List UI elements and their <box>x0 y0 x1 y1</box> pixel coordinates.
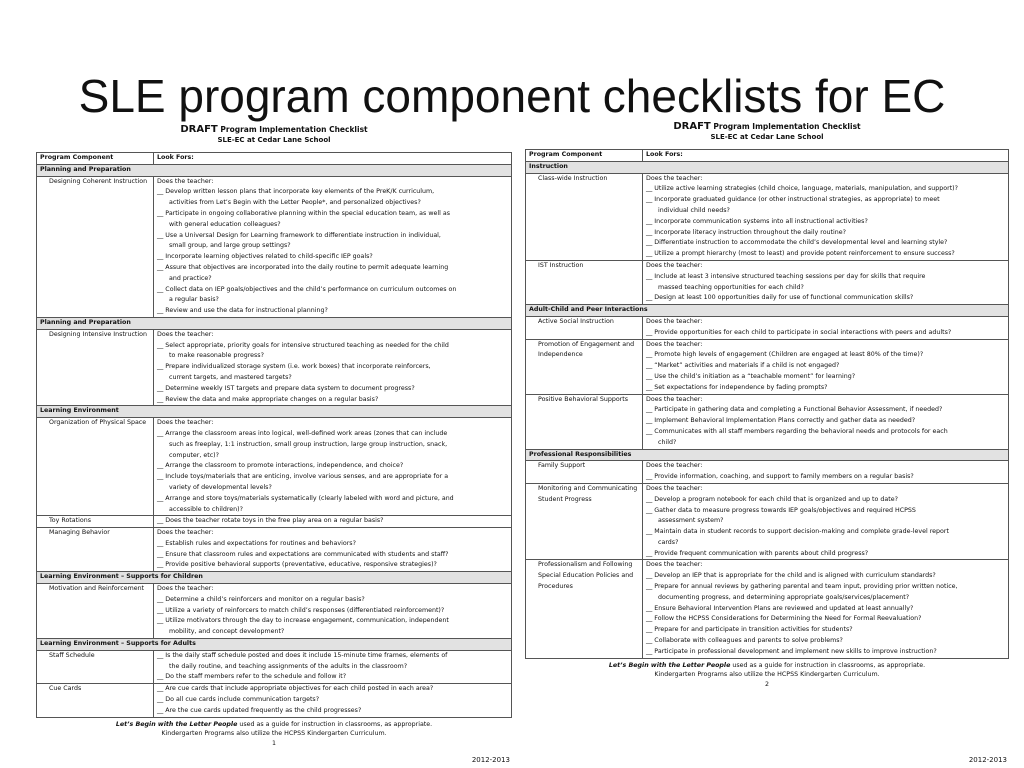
look-for-line: __ Provide opportunities for each child to participate in social interactions with peers and adults? <box>646 328 952 336</box>
look-fors <box>154 650 512 683</box>
look-for-line: the daily routine, and teaching assignments of the adults in the classroom? <box>169 662 408 670</box>
section-row <box>37 406 512 418</box>
page-number: 1 <box>271 739 276 747</box>
table-row <box>37 516 512 528</box>
section-row <box>37 572 512 584</box>
look-fors <box>154 418 512 516</box>
program-component: IST Instruction <box>526 260 643 304</box>
look-for-line: cards? <box>658 538 679 546</box>
program-component: Organization of Physical Space <box>37 418 154 516</box>
page-subheading: SLE-EC at Cedar Lane School <box>217 136 331 144</box>
program-component: Managing Behavior <box>37 528 154 572</box>
look-for-line: __ Set expectations for independence by fading prompts? <box>646 383 828 391</box>
look-fors <box>643 483 1009 560</box>
look-for-line: __ Arrange the classroom areas into logical, well-defined work areas (zones that can include <box>157 429 448 437</box>
table-header-row <box>37 153 512 165</box>
look-fors <box>154 176 512 317</box>
section-label: Instruction <box>526 161 1009 173</box>
look-for-line: Does the teacher: <box>157 330 214 338</box>
look-fors <box>643 260 1009 304</box>
look-for-line: __ Establish rules and expectations for routines and behaviors? <box>157 539 356 547</box>
look-fors <box>643 316 1009 339</box>
program-component: Staff Schedule <box>37 650 154 683</box>
look-for-line: massed teaching opportunities for each child? <box>658 283 804 291</box>
look-for-line: computer, etc)? <box>169 451 219 459</box>
program-component: Toy Rotations <box>37 516 154 528</box>
table-row <box>526 339 1009 394</box>
page-footer <box>525 661 1009 690</box>
footer-emphasis: Let’s Begin with the Letter People <box>115 720 238 728</box>
look-for-line: __ Arrange and store toys/materials systematically (clearly labeled with word and picture, and <box>157 494 454 502</box>
look-for-line: with general education colleagues? <box>169 220 281 228</box>
section-row <box>526 449 1009 461</box>
look-for-line: __ Maintain data in student records to support decision-making and complete grade-level report <box>646 528 949 536</box>
table-row <box>526 316 1009 339</box>
look-for-line: __ “Market” activities and materials if a child is not engaged? <box>646 362 840 370</box>
look-for-line: __ Arrange the classroom to promote interactions, independence, and choice? <box>157 462 404 470</box>
program-component: Designing Coherent Instruction <box>37 176 154 317</box>
look-for-line: __ Design at least 100 opportunities daily for use of functional communication skills? <box>646 294 914 302</box>
look-for-line: __ Incorporate communication systems into all instructional activities? <box>646 217 868 225</box>
look-for-line: Does the teacher: <box>646 317 703 325</box>
program-component: Class-wide Instruction <box>526 173 643 260</box>
section-label: Adult-Child and Peer Interactions <box>526 305 1009 317</box>
look-fors <box>643 461 1009 484</box>
look-fors <box>643 173 1009 260</box>
program-component: Active Social Instruction <box>526 316 643 339</box>
program-component: Positive Behavioral Supports <box>526 394 643 449</box>
look-for-line: __ Implement Behavioral Implementation Plans correctly and gather data as needed? <box>646 417 916 425</box>
slide-title: SLE program component checklists for EC <box>78 70 946 122</box>
draft-label: DRAFT <box>180 124 218 135</box>
look-for-line: __ Promote high levels of engagement (Children are engaged at least 80% of the time)? <box>646 351 924 359</box>
look-for-line: accessible to children)? <box>169 505 243 513</box>
table-row <box>37 650 512 683</box>
footer-text: used as a guide for instruction in classrooms, as appropriate. <box>730 661 926 669</box>
look-for-line: Does the teacher: <box>646 462 703 470</box>
table-row <box>37 584 512 639</box>
look-for-line: __ Utilize motivators through the day to increase engagement, communication, independent <box>157 617 449 625</box>
section-row <box>37 164 512 176</box>
section-label: Learning Environment – Supports for Adults <box>37 639 512 651</box>
look-for-line: __ Determine a child’s reinforcers and monitor on a regular basis? <box>157 595 365 603</box>
program-component: Cue Cards <box>37 684 154 717</box>
section-row <box>526 305 1009 317</box>
look-for-line: __ Ensure Behavioral Intervention Plans are reviewed and updated at least annually? <box>646 604 914 612</box>
look-for-line: __ Develop written lesson plans that incorporate key elements of the PreK/K curriculum, <box>157 188 435 196</box>
look-fors <box>643 560 1009 658</box>
look-fors <box>643 339 1009 394</box>
look-for-line: __ Use the child’s initiation as a “teachable moment” for learning? <box>646 372 856 380</box>
page-year: 2012-2013 <box>968 756 1007 764</box>
look-for-line: __ Participate in professional development and implement new skills to improve instruction? <box>646 647 937 655</box>
look-for-line: __ Utilize a variety of reinforcers to match child’s responses (differentiated reinforcement)? <box>157 606 445 614</box>
column-header-component: Program Component <box>526 150 643 162</box>
checklist-table <box>525 149 1009 659</box>
program-component: Motivation and Reinforcement <box>37 584 154 639</box>
table-row <box>526 394 1009 449</box>
look-for-line: __ Include toys/materials that are enticing, involve various senses, and are appropriate for a <box>157 473 449 481</box>
look-for-line: __ Are cue cards that include appropriate objectives for each child posted in each area? <box>157 685 434 693</box>
look-for-line: __ Use a Universal Design for Learning framework to differentiate instruction in individual, <box>157 231 441 239</box>
look-fors <box>154 684 512 717</box>
look-for-line: Does the teacher: <box>157 419 214 427</box>
look-for-line: Does the teacher: <box>157 585 214 593</box>
look-for-line: __ Ensure that classroom rules and expectations are communicated with students and staff? <box>157 550 449 558</box>
look-for-line: __ Incorporate learning objectives related to child-specific IEP goals? <box>157 253 373 261</box>
draft-label: DRAFT <box>673 121 711 132</box>
look-fors <box>154 516 512 528</box>
look-for-line: __ Collect data on IEP goals/objectives and the child’s performance on curriculum outcomes on <box>157 285 457 293</box>
look-for-line: __ Develop a program notebook for each child that is organized and up to date? <box>646 495 898 503</box>
look-for-line: __ Incorporate graduated guidance (or other instructional strategies, as appropriate) to meet <box>646 196 940 204</box>
column-header-component: Program Component <box>37 153 154 165</box>
look-for-line: __ Develop an IEP that is appropriate for the child and is aligned with curriculum standards? <box>646 572 936 580</box>
section-row <box>526 161 1009 173</box>
look-for-line: Does the teacher: <box>157 529 214 537</box>
section-label: Learning Environment <box>37 406 512 418</box>
look-for-line: __ Participate in gathering data and completing a Functional Behavior Assessment, if needed? <box>646 406 943 414</box>
look-for-line: __ Differentiate instruction to accommodate the child’s developmental level and learning style? <box>646 239 948 247</box>
look-for-line: __ Do all cue cards include communication targets? <box>157 696 320 704</box>
footer-line-2: Kindergarten Programs also utilize the HCPSS Kindergarten Curriculum. <box>161 730 387 738</box>
checklist-table <box>36 152 512 718</box>
program-component: Professionalism and Following Special Education Policies and Procedures <box>526 560 643 658</box>
look-for-line: assessment system? <box>658 517 724 525</box>
look-for-line: documenting progress, and determining appropriate goals/services/placement? <box>658 593 910 601</box>
look-for-line: __ Select appropriate, priority goals for intensive structured teaching as needed for the child <box>157 341 449 349</box>
look-for-line: to make reasonable progress? <box>169 352 264 360</box>
section-label: Planning and Preparation <box>37 164 512 176</box>
page-number: 2 <box>764 680 769 688</box>
look-for-line: __ Utilize a prompt hierarchy (most to least) and provide potent reinforcement to ensure success? <box>646 250 955 258</box>
table-row <box>37 418 512 516</box>
section-row <box>37 639 512 651</box>
section-label: Planning and Preparation <box>37 317 512 329</box>
page-heading: Program Implementation Checklist <box>713 122 861 131</box>
section-row <box>37 317 512 329</box>
table-row <box>526 173 1009 260</box>
program-component: Promotion of Engagement and Independence <box>526 339 643 394</box>
look-for-line: and practice? <box>169 274 212 282</box>
look-for-line: __ Follow the HCPSS Considerations for Determining the Need for Formal Reevaluation? <box>646 615 922 623</box>
look-for-line: Does the teacher: <box>646 561 703 569</box>
look-for-line: current targets, and mastered targets? <box>169 373 292 381</box>
look-for-line: individual child needs? <box>658 206 730 214</box>
look-for-line: __ Provide positive behavioral supports (preventative, educative, responsive strategies)? <box>157 561 437 569</box>
table-row <box>37 528 512 572</box>
look-for-line: __ Incorporate literacy instruction throughout the daily routine? <box>646 228 846 236</box>
table-header-row <box>526 150 1009 162</box>
look-for-line: such as freeplay, 1:1 instruction, small group instruction, large group instruction, snack, <box>169 440 448 448</box>
look-for-line: __ Review the data and make appropriate changes on a regular basis? <box>157 395 379 403</box>
look-for-line: Does the teacher: <box>646 174 703 182</box>
program-component: Monitoring and Communicating Student Progress <box>526 483 643 560</box>
look-for-line: mobility, and concept development? <box>169 628 285 636</box>
look-fors <box>154 329 512 406</box>
table-row <box>37 684 512 717</box>
page-heading: Program Implementation Checklist <box>220 125 368 134</box>
look-for-line: Does the teacher: <box>646 340 703 348</box>
footer-line-2: Kindergarten Programs also utilize the HCPSS Kindergarten Curriculum. <box>654 671 880 679</box>
program-component: Designing Intensive Instruction <box>37 329 154 406</box>
page-header <box>36 124 512 146</box>
look-for-line: __ Gather data to measure progress towards IEP goals/objectives and required HCPSS <box>646 506 916 514</box>
look-for-line: __ Utilize active learning strategies (child choice, language, materials, manipulation, and support)? <box>646 185 958 193</box>
checklist-page-2 <box>525 121 1009 764</box>
table-row <box>37 176 512 317</box>
table-row <box>37 329 512 406</box>
look-for-line: a regular basis? <box>169 296 219 304</box>
column-header-lookfors: Look Fors: <box>154 153 512 165</box>
look-for-line: activities from Let’s Begin with the Letter People*, and personalized objectives? <box>169 199 421 207</box>
section-label: Learning Environment – Supports for Children <box>37 572 512 584</box>
footer-text: used as a guide for instruction in classrooms, as appropriate. <box>237 720 433 728</box>
page-footer <box>36 720 512 749</box>
page-header <box>525 121 1009 143</box>
look-for-line: __ Provide information, coaching, and support to family members on a regular basis? <box>646 473 914 481</box>
table-row <box>526 483 1009 560</box>
table-row <box>526 260 1009 304</box>
look-for-line: __ Prepare for and participate in transition activities for students? <box>646 626 853 634</box>
look-for-line: Does the teacher: <box>646 395 703 403</box>
look-for-line: __ Determine weekly IST targets and prepare data system to document progress? <box>157 384 415 392</box>
look-for-line: small group, and large group settings? <box>169 242 291 250</box>
look-for-line: __ Are the cue cards updated frequently as the child progresses? <box>157 706 362 714</box>
look-for-line: child? <box>658 438 677 446</box>
look-fors <box>154 584 512 639</box>
look-for-line: __ Assure that objectives are incorporated into the daily routine to permit adequate learning <box>157 263 449 271</box>
table-row <box>526 461 1009 484</box>
look-for-line: __ Communicates with all staff members regarding the behavioral needs and protocols for each <box>646 427 948 435</box>
look-for-line: __ Include at least 3 intensive structured teaching sessions per day for skills that require <box>646 272 926 280</box>
page-subheading: SLE-EC at Cedar Lane School <box>710 133 824 141</box>
program-component: Family Support <box>526 461 643 484</box>
look-for-line: Does the teacher: <box>646 484 703 492</box>
look-for-line: __ Does the teacher rotate toys in the free play area on a regular basis? <box>157 517 384 525</box>
look-for-line: __ Prepare for annual reviews by gathering parental and team input, providing prior written notice, <box>646 583 958 591</box>
look-for-line: __ Provide frequent communication with parents about child progress? <box>646 549 869 557</box>
look-for-line: Does the teacher: <box>646 261 703 269</box>
look-for-line: __ Review and use the data for instructional planning? <box>157 307 328 315</box>
column-header-lookfors: Look Fors: <box>643 150 1009 162</box>
look-for-line: variety of developmental levels? <box>169 483 272 491</box>
look-for-line: __ Prepare individualized storage system (i.e. work boxes) that incorporate reinforcers, <box>157 363 431 371</box>
page-year: 2012-2013 <box>471 756 510 764</box>
look-fors <box>154 528 512 572</box>
look-for-line: __ Collaborate with colleagues and parents to solve problems? <box>646 637 843 645</box>
look-for-line: __ Do the staff members refer to the schedule and follow it? <box>157 673 347 681</box>
look-for-line: Does the teacher: <box>157 177 214 185</box>
look-fors <box>643 394 1009 449</box>
table-row <box>526 560 1009 658</box>
section-label: Professional Responsibilities <box>526 449 1009 461</box>
footer-emphasis: Let’s Begin with the Letter People <box>608 661 731 669</box>
look-for-line: __ Is the daily staff schedule posted and does it include 15-minute time frames, elements of <box>157 651 448 659</box>
checklist-page-1 <box>36 124 512 764</box>
look-for-line: __ Participate in ongoing collaborative planning within the special education team, as well as <box>157 209 450 217</box>
